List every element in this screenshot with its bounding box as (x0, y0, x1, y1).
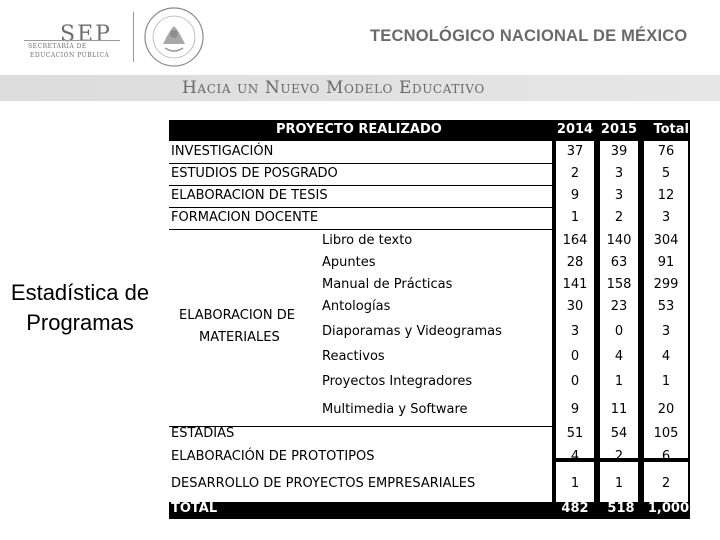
group-item-2015: 23 (610, 299, 628, 314)
slogan-banner (0, 75, 720, 101)
mexico-seal-icon (143, 6, 205, 68)
header-total: Total (653, 122, 689, 137)
row-label: ESTUDIOS DE POSGRADO (171, 166, 338, 181)
group-item-2015: 140 (606, 233, 632, 248)
sep-logo-rule (24, 40, 120, 41)
row-total: 105 (653, 426, 679, 441)
group-item-2015: 4 (614, 349, 624, 364)
row-total: 76 (657, 144, 675, 159)
group-item-label: Proyectos Integradores (322, 374, 473, 389)
institution-name: TECNOLÓGICO NACIONAL DE MÉXICO (370, 27, 688, 45)
row-label: INVESTIGACIÓN (171, 144, 274, 159)
total-2014: 482 (561, 501, 589, 516)
row-label: ELABORACION DE TESIS (171, 188, 328, 203)
row-rule (169, 163, 552, 164)
row-2014: 51 (566, 426, 584, 441)
group-item-total: 299 (653, 277, 679, 292)
group-item-2015: 1 (614, 374, 624, 389)
total-label: TOTAL (171, 501, 218, 516)
group-item-total: 3 (661, 324, 671, 339)
group-item-label: Diaporamas y Videogramas (322, 324, 502, 339)
row-rule (169, 229, 552, 230)
row-2015: 3 (614, 188, 624, 203)
row-label: ELABORACIÓN DE PROTOTIPOS (171, 449, 375, 464)
group-item-label: Antologías (322, 299, 391, 314)
header-2015: 2015 (600, 122, 638, 137)
group-label-line-1: ELABORACION DE (179, 308, 295, 323)
row-label: ESTADIAS (171, 426, 235, 441)
row-label: DESARROLLO DE PROYECTOS EMPRESARIALES (171, 476, 476, 491)
group-item-2014: 9 (570, 402, 580, 417)
row-2015: 54 (610, 426, 628, 441)
group-item-total: 304 (653, 233, 679, 248)
row-rule (169, 207, 552, 208)
logo-divider (133, 12, 134, 62)
row-2014: 1 (570, 476, 580, 491)
header-2014: 2014 (556, 122, 594, 137)
group-item-2014: 0 (570, 374, 580, 389)
group-item-2015: 0 (614, 324, 624, 339)
group-item-label: Libro de texto (322, 233, 413, 248)
slide-title-line-2: Programas (26, 310, 134, 335)
row-total: 2 (661, 476, 671, 491)
statistics-table (169, 120, 690, 519)
total-2015: 518 (607, 501, 635, 516)
group-item-2014: 141 (562, 277, 588, 292)
group-item-label: Apuntes (322, 255, 376, 270)
group-item-2014: 3 (570, 324, 580, 339)
group-item-2014: 0 (570, 349, 580, 364)
group-item-label: Reactivos (322, 349, 385, 364)
page-header (0, 0, 720, 75)
row-2015: 2 (614, 210, 624, 225)
row-2014: 37 (566, 144, 584, 159)
row-total: 6 (661, 449, 671, 464)
slide-title (0, 278, 160, 338)
row-total: 5 (661, 166, 671, 181)
total-total: 1,000 (647, 501, 689, 516)
group-item-label: Manual de Prácticas (322, 277, 453, 292)
row-2014: 4 (570, 449, 580, 464)
sep-subtitle-1: SECRETARÍA DE (28, 43, 87, 50)
group-item-total: 91 (657, 255, 675, 270)
row-2015: 1 (614, 476, 624, 491)
group-item-2014: 164 (562, 233, 588, 248)
group-item-total: 20 (657, 402, 675, 417)
group-item-label: Multimedia y Software (322, 402, 468, 417)
group-item-2014: 28 (566, 255, 584, 270)
group-item-2015: 63 (610, 255, 628, 270)
row-2014: 1 (570, 210, 580, 225)
row-total: 12 (657, 188, 675, 203)
group-item-total: 4 (661, 349, 671, 364)
sep-title: SEP (60, 22, 112, 47)
header-title: PROYECTO REALIZADO (276, 122, 442, 137)
row-2015: 3 (614, 166, 624, 181)
row-2014: 9 (570, 188, 580, 203)
row-rule (169, 185, 552, 186)
slogan-text: Hacia un Nuevo Modelo Educativo (182, 78, 485, 98)
row-2015: 39 (610, 144, 628, 159)
sep-subtitle-2: EDUCACIÓN PÚBLICA (30, 52, 110, 59)
group-item-2015: 158 (606, 277, 632, 292)
group-item-total: 53 (657, 299, 675, 314)
row-label: FORMACION DOCENTE (171, 210, 319, 225)
row-total: 3 (661, 210, 671, 225)
row-2015: 2 (614, 449, 624, 464)
row-2014: 2 (570, 166, 580, 181)
group-label-line-2: MATERIALES (199, 330, 280, 345)
group-item-total: 1 (661, 374, 671, 389)
slide-title-line-1: Estadística de (10, 280, 150, 305)
group-item-2014: 30 (566, 299, 584, 314)
group-item-2015: 11 (610, 402, 628, 417)
